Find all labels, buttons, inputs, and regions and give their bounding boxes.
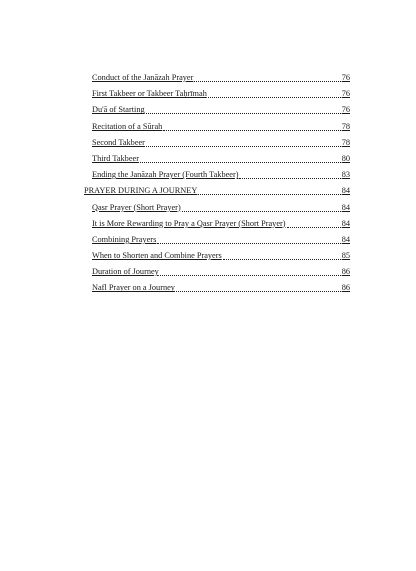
toc-entry[interactable] <box>84 216 350 232</box>
toc-entry-title: Second Takbeer <box>92 137 145 147</box>
toc-entry-title: When to Shorten and Combine Prayers <box>92 251 222 261</box>
toc-leader-dots <box>194 80 340 82</box>
toc-entry-title: Du'ā of Starting <box>92 105 145 115</box>
toc-leader-dots <box>223 258 341 260</box>
toc-leader-dots <box>239 177 340 179</box>
toc-entry-title: PRAYER DURING A JOURNEY <box>84 186 198 196</box>
toc-entry-page: 80 <box>341 153 350 163</box>
toc-entry-title: Recitation of a Sūrah <box>92 121 163 131</box>
toc-entry-title: It is More Rewarding to Pray a Qasr Prayer (Short Prayer) <box>92 218 286 228</box>
toc-entry[interactable] <box>84 86 350 102</box>
toc-leader-dots <box>157 242 340 244</box>
toc-entry[interactable] <box>84 167 350 183</box>
toc-entry-title: Third Takbeer <box>92 153 139 163</box>
toc-entry-title: First Takbeer or Takbeer Taḥrīmah <box>92 89 207 99</box>
toc-entry-title: Conduct of the Janāzah Prayer <box>92 73 194 82</box>
toc-entry-page: 78 <box>341 137 350 147</box>
toc-leader-dots <box>163 129 340 131</box>
toc-entry-page: 86 <box>341 267 350 277</box>
toc-leader-dots <box>146 145 341 147</box>
toc-entry[interactable] <box>84 135 350 151</box>
toc-leader-dots <box>146 112 341 114</box>
toc-entry-title: Duration of Journey <box>92 267 159 277</box>
toc-entry-page: 84 <box>341 186 350 196</box>
toc-entry-page: 83 <box>341 170 350 180</box>
toc-entry[interactable] <box>84 151 350 167</box>
toc-entry-page: 85 <box>341 251 350 261</box>
toc-entry-title: Ending the Janāzah Prayer (Fourth Takbeer) <box>92 170 239 180</box>
toc-entry-title: Nafl Prayer on a Journey <box>92 283 175 293</box>
toc-entry[interactable] <box>84 232 350 248</box>
toc-entry-page: 86 <box>341 283 350 293</box>
toc-entry-page: 84 <box>341 218 350 228</box>
toc-entry[interactable] <box>84 200 350 216</box>
toc-entry-page: 76 <box>341 73 350 82</box>
toc-entry-page: 76 <box>341 105 350 115</box>
toc-entry[interactable] <box>84 70 350 86</box>
toc-leader-dots <box>198 193 340 195</box>
toc-entry-page: 76 <box>341 89 350 99</box>
toc-leader-dots <box>208 96 341 98</box>
toc-entry-page: 84 <box>341 202 350 212</box>
toc-entry-title: Combining Prayers <box>92 234 157 244</box>
toc-leader-dots <box>182 210 341 212</box>
toc-leader-dots <box>140 161 341 163</box>
toc-section-heading[interactable] <box>84 183 350 199</box>
toc-entry[interactable] <box>84 102 350 118</box>
toc-entry-page: 78 <box>341 121 350 131</box>
toc-leader-dots <box>160 274 341 276</box>
toc-entry[interactable] <box>84 280 350 296</box>
toc-entry[interactable] <box>84 119 350 135</box>
toc-leader-dots <box>287 226 341 228</box>
toc-entry[interactable] <box>84 248 350 264</box>
toc-entry-page: 84 <box>341 234 350 244</box>
toc-entry[interactable] <box>84 264 350 280</box>
table-of-contents <box>84 70 350 297</box>
toc-leader-dots <box>176 290 341 292</box>
toc-entry-title: Qasr Prayer (Short Prayer) <box>92 202 181 212</box>
